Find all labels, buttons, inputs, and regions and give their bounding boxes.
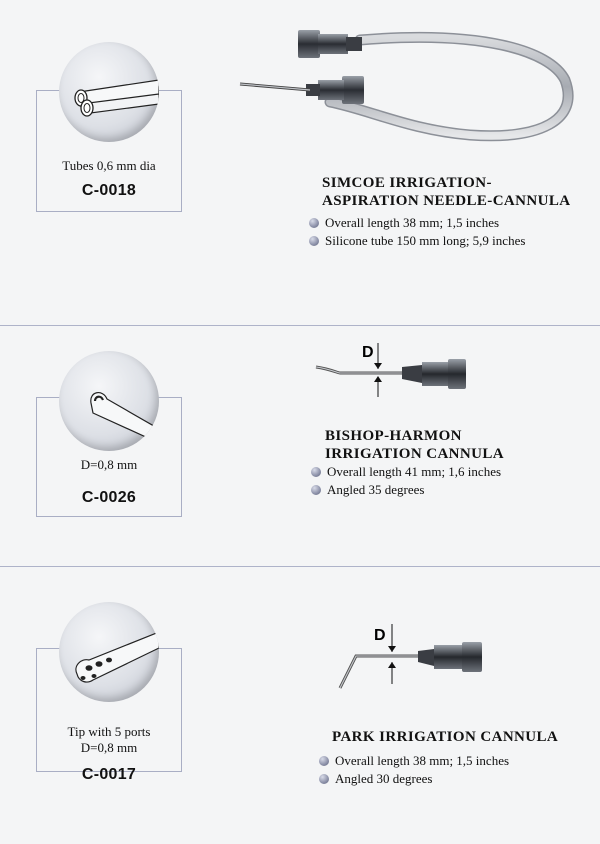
bullet-icon — [319, 774, 329, 784]
feature-item: Overall length 41 mm; 1,6 inches — [311, 463, 501, 481]
simcoe-cannula-illustration — [220, 10, 600, 170]
curved-tip-icon — [59, 351, 159, 451]
feature-item: Angled 30 degrees — [319, 770, 509, 788]
title-line: ASPIRATION NEEDLE-CANNULA — [322, 193, 571, 209]
feature-list — [311, 463, 501, 499]
tip-detail-circle — [59, 42, 159, 142]
feature-item: Angled 35 degrees — [311, 481, 501, 499]
product-c0017 — [0, 566, 600, 844]
product-title — [332, 728, 558, 746]
title-line: BISHOP-HARMON — [325, 428, 462, 444]
product-code: C-0026 — [81, 489, 137, 506]
port-spec: Tip with 5 ports D=0,8 mm — [67, 724, 151, 755]
product-code: C-0018 — [81, 182, 137, 199]
bullet-icon — [309, 218, 319, 228]
bullet-icon — [311, 485, 321, 495]
title-line: IRRIGATION CANNULA — [325, 446, 505, 462]
product-c0018 — [0, 0, 600, 325]
feature-item: Overall length 38 mm; 1,5 inches — [309, 214, 525, 232]
five-port-tip-icon — [59, 602, 159, 702]
feature-list — [319, 752, 509, 788]
bullet-icon — [319, 756, 329, 766]
title-line: SIMCOE IRRIGATION- — [322, 175, 492, 191]
dimension-label: D — [362, 344, 374, 361]
title-line: PARK IRRIGATION CANNULA — [332, 729, 559, 745]
feature-list — [309, 214, 525, 250]
bullet-icon — [309, 236, 319, 246]
product-code: C-0017 — [81, 766, 137, 783]
product-c0026 — [0, 325, 600, 566]
diameter-spec: D=0,8 mm — [80, 457, 138, 472]
tip-detail-circle — [59, 602, 159, 702]
park-cannula-illustration — [330, 618, 500, 708]
feature-item: Silicone tube 150 mm long; 5,9 inches — [309, 232, 525, 250]
bullet-icon — [311, 467, 321, 477]
tube-diameter-spec: Tubes 0,6 mm dia — [62, 158, 156, 173]
dimension-label: D — [374, 627, 386, 644]
tip-detail-circle — [59, 351, 159, 451]
feature-item: Overall length 38 mm; 1,5 inches — [319, 752, 509, 770]
bishop-harmon-cannula-illustration — [310, 337, 490, 417]
product-title — [325, 427, 504, 463]
product-title — [322, 174, 571, 210]
double-tube-tip-icon — [59, 42, 159, 142]
